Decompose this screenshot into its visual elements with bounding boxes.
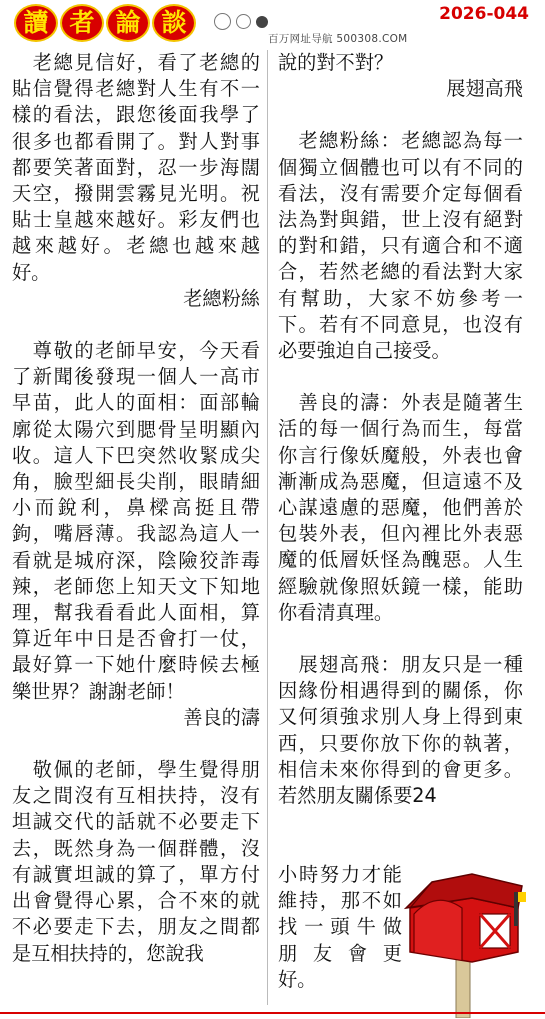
mailbox-icon <box>402 868 526 1018</box>
title-badge-4: 談 <box>152 4 196 42</box>
letter-3-text: 敬佩的老師，學生覺得朋友之間沒有互相扶持，沒有坦誠交代的話就不必要走下去，既然身為一個群體，沒有誠實坦誠的算了，單方付出會覺得心累，合不來的就不必要走下去，朋友之間都是互相扶持的，您說我 <box>12 758 260 965</box>
title-badge-2: 者 <box>60 4 104 42</box>
title-badge-3: 論 <box>106 4 150 42</box>
right-column <box>278 50 523 809</box>
letter-1-signature: 老總粉絲 <box>183 286 260 310</box>
letter-2-text: 尊敬的老師早安，今天看了新聞後發現一個人一高市早苗，此人的面相：面部輪廓從太陽穴到腮骨呈明顯內收。這人下巴突然收緊成尖角，臉型細長尖削，眼睛細小而銳利，鼻樑高挺且帶鉤，嘴唇薄。我認為這人一看就是城府深，陰險狡詐毒辣，老師您上知天文下知地理，幫我看看此人面相，算算近年中日是否會打一仗，最好算一下她什麼時候去極樂世界？謝謝老師！ <box>12 339 260 703</box>
issue-number: 2026-044 <box>439 4 529 24</box>
reply-2-text: 善良的濤：外表是隨著生活的每一個行為而生，每當你言行像妖魔般，外表也會漸漸成為惡魔，但這遠不及心謀遠慮的惡魔，他們善於包裝外表，但內裡比外表惡魔的低層妖怪為醜惡。人生經驗就像照妖鏡一樣，能助你看清真理。 <box>278 391 523 624</box>
circle-icon <box>214 13 231 30</box>
reply-3-tail-line: 好。 <box>278 967 317 991</box>
letter-1-text: 老總見信好，看了老總的貼信覺得老總對人生有不一樣的看法，跟您後面我學了很多也都看開了。對人對事都要笑著面對，忍一步海闊天空，撥開雲霧見光明。祝貼士皇越來越好。彩友們也越來越好。老總也越來越好。 <box>12 51 260 284</box>
reply-3-tail-line: 小時努力才能 <box>278 863 402 886</box>
letter-2-signature: 善良的濤 <box>183 705 260 729</box>
column-title-badges <box>14 4 196 42</box>
site-watermark: 百万网址导航 500308.COM <box>268 33 408 45</box>
circle-icon <box>256 16 268 28</box>
column-divider <box>267 50 268 1005</box>
left-column <box>12 50 260 967</box>
circle-icon <box>236 14 251 29</box>
reply-1-text: 老總粉絲：老總認為每一個獨立個體也可以有不同的看法，沒有需要介定每個看法為對與錯，世上沒有絕對的對和錯，只有適合和不適合，若然老總的看法對大家有幫助，大家不妨參考一下。若有不同意見，也沒有必要強迫自己接受。 <box>278 129 523 363</box>
page-header <box>0 0 545 44</box>
reply-3-tail <box>278 862 402 993</box>
reply-3-text: 展翅高飛：朋友只是一種因緣份相遇得到的關係，你又何須強求別人身上得到東西，只要你放下你的執著，相信未來你得到的會更多。若然朋友關係要24 <box>278 653 523 808</box>
letter-3-continued-text: 說的對不對？ <box>278 51 394 74</box>
reply-3-tail-line: 找一頭牛做 <box>278 915 402 939</box>
letter-3-signature: 展翅高飛 <box>446 77 523 101</box>
decorative-dots <box>214 13 268 30</box>
title-badge-1: 讀 <box>14 4 58 42</box>
bottom-rule <box>0 1012 545 1014</box>
reply-3-tail-line: 維持，那不如 <box>278 889 402 913</box>
reply-3-tail-line: 朋友會更 <box>278 941 402 965</box>
